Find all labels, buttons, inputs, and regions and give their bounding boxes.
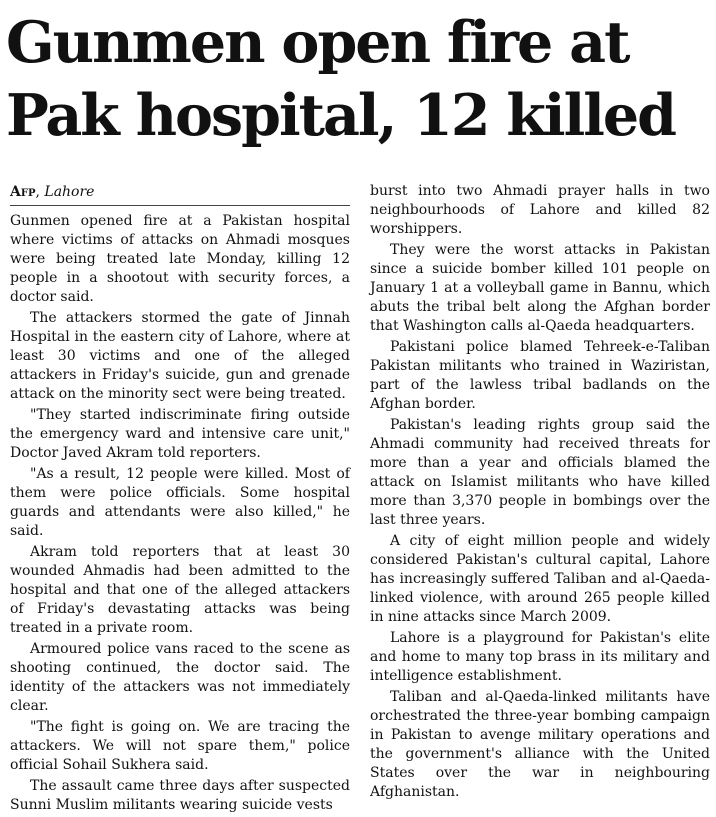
article-column-right xyxy=(370,182,710,804)
paragraph: burst into two Ahmadi prayer halls in two neighbourhoods of Lahore and killed 82 worshippers. xyxy=(370,183,710,237)
byline-agency: Afp xyxy=(10,184,36,200)
paragraph: "They started indiscriminate firing outside the emergency ward and intensive care unit," Doctor Javed Akram told reporters. xyxy=(10,407,350,461)
paragraph: Pakistan's leading rights group said the Ahmadi community had received threats for more than a year and officials blamed the attack on Islamist militants who have killed more than 3,370 people in bombings over the last three years. xyxy=(370,417,710,528)
paragraph: They were the worst attacks in Pakistan since a suicide bomber killed 101 people on January 1 at a volleyball game in Bannu, which abuts the tribal belt along the Afghan border that Washington calls al-Qaeda headquarters. xyxy=(370,242,710,334)
paragraph: Pakistani police blamed Tehreek-e-Taliban Pakistan militants who trained in Waziristan, part of the lawless tribal badlands on the Afghan border. xyxy=(370,339,710,412)
paragraph: Akram told reporters that at least 30 wounded Ahmadis had been admitted to the hospital and that one of the alleged attackers of Friday's devastating attacks was being treated in a private room. xyxy=(10,544,350,636)
paragraph: Gunmen opened fire at a Pakistan hospital where victims of attacks on Ahmadi mosques were being treated late Monday, killing 12 people in a shootout with security forces, a doctor said. xyxy=(10,213,350,305)
byline-separator: , xyxy=(35,184,45,200)
paragraph: Taliban and al-Qaeda-linked militants have orchestrated the three-year bombing campaign in Pakistan to avenge military operations and the government's alliance with the United States over the war in neighbouring Afghanistan. xyxy=(370,689,710,800)
paragraph: "The fight is going on. We are tracing the attackers. We will not spare them," police official Sohail Sukhera said. xyxy=(10,719,350,773)
byline-location: Lahore xyxy=(44,184,95,200)
paragraph: "As a result, 12 people were killed. Most of them were police officials. Some hospital guards and attendants were also killed," he said. xyxy=(10,466,350,539)
headline: Gunmen open fire at Pak hospital, 12 killed xyxy=(6,9,676,149)
article-column-left xyxy=(10,212,350,817)
byline-rule xyxy=(10,205,350,206)
paragraph: Lahore is a playground for Pakistan's elite and home to many top brass in its military and intelligence establishment. xyxy=(370,630,710,684)
paragraph: Armoured police vans raced to the scene as shooting continued, the doctor said. The identity of the attackers was not immediately clear. xyxy=(10,641,350,714)
paragraph: The attackers stormed the gate of Jinnah Hospital in the eastern city of Lahore, where at least 30 victims and one of the alleged attackers in Friday's suicide, gun and grenade attack on the minority sect were being treated. xyxy=(10,310,350,402)
byline xyxy=(10,183,94,201)
paragraph: The assault came three days after suspected Sunni Muslim militants wearing suicide vests xyxy=(10,778,350,813)
paragraph: A city of eight million people and widely considered Pakistan's cultural capital, Lahore has increasingly suffered Taliban and al-Qaeda-linked violence, with around 265 people killed in nine attacks since March 2009. xyxy=(370,533,710,625)
